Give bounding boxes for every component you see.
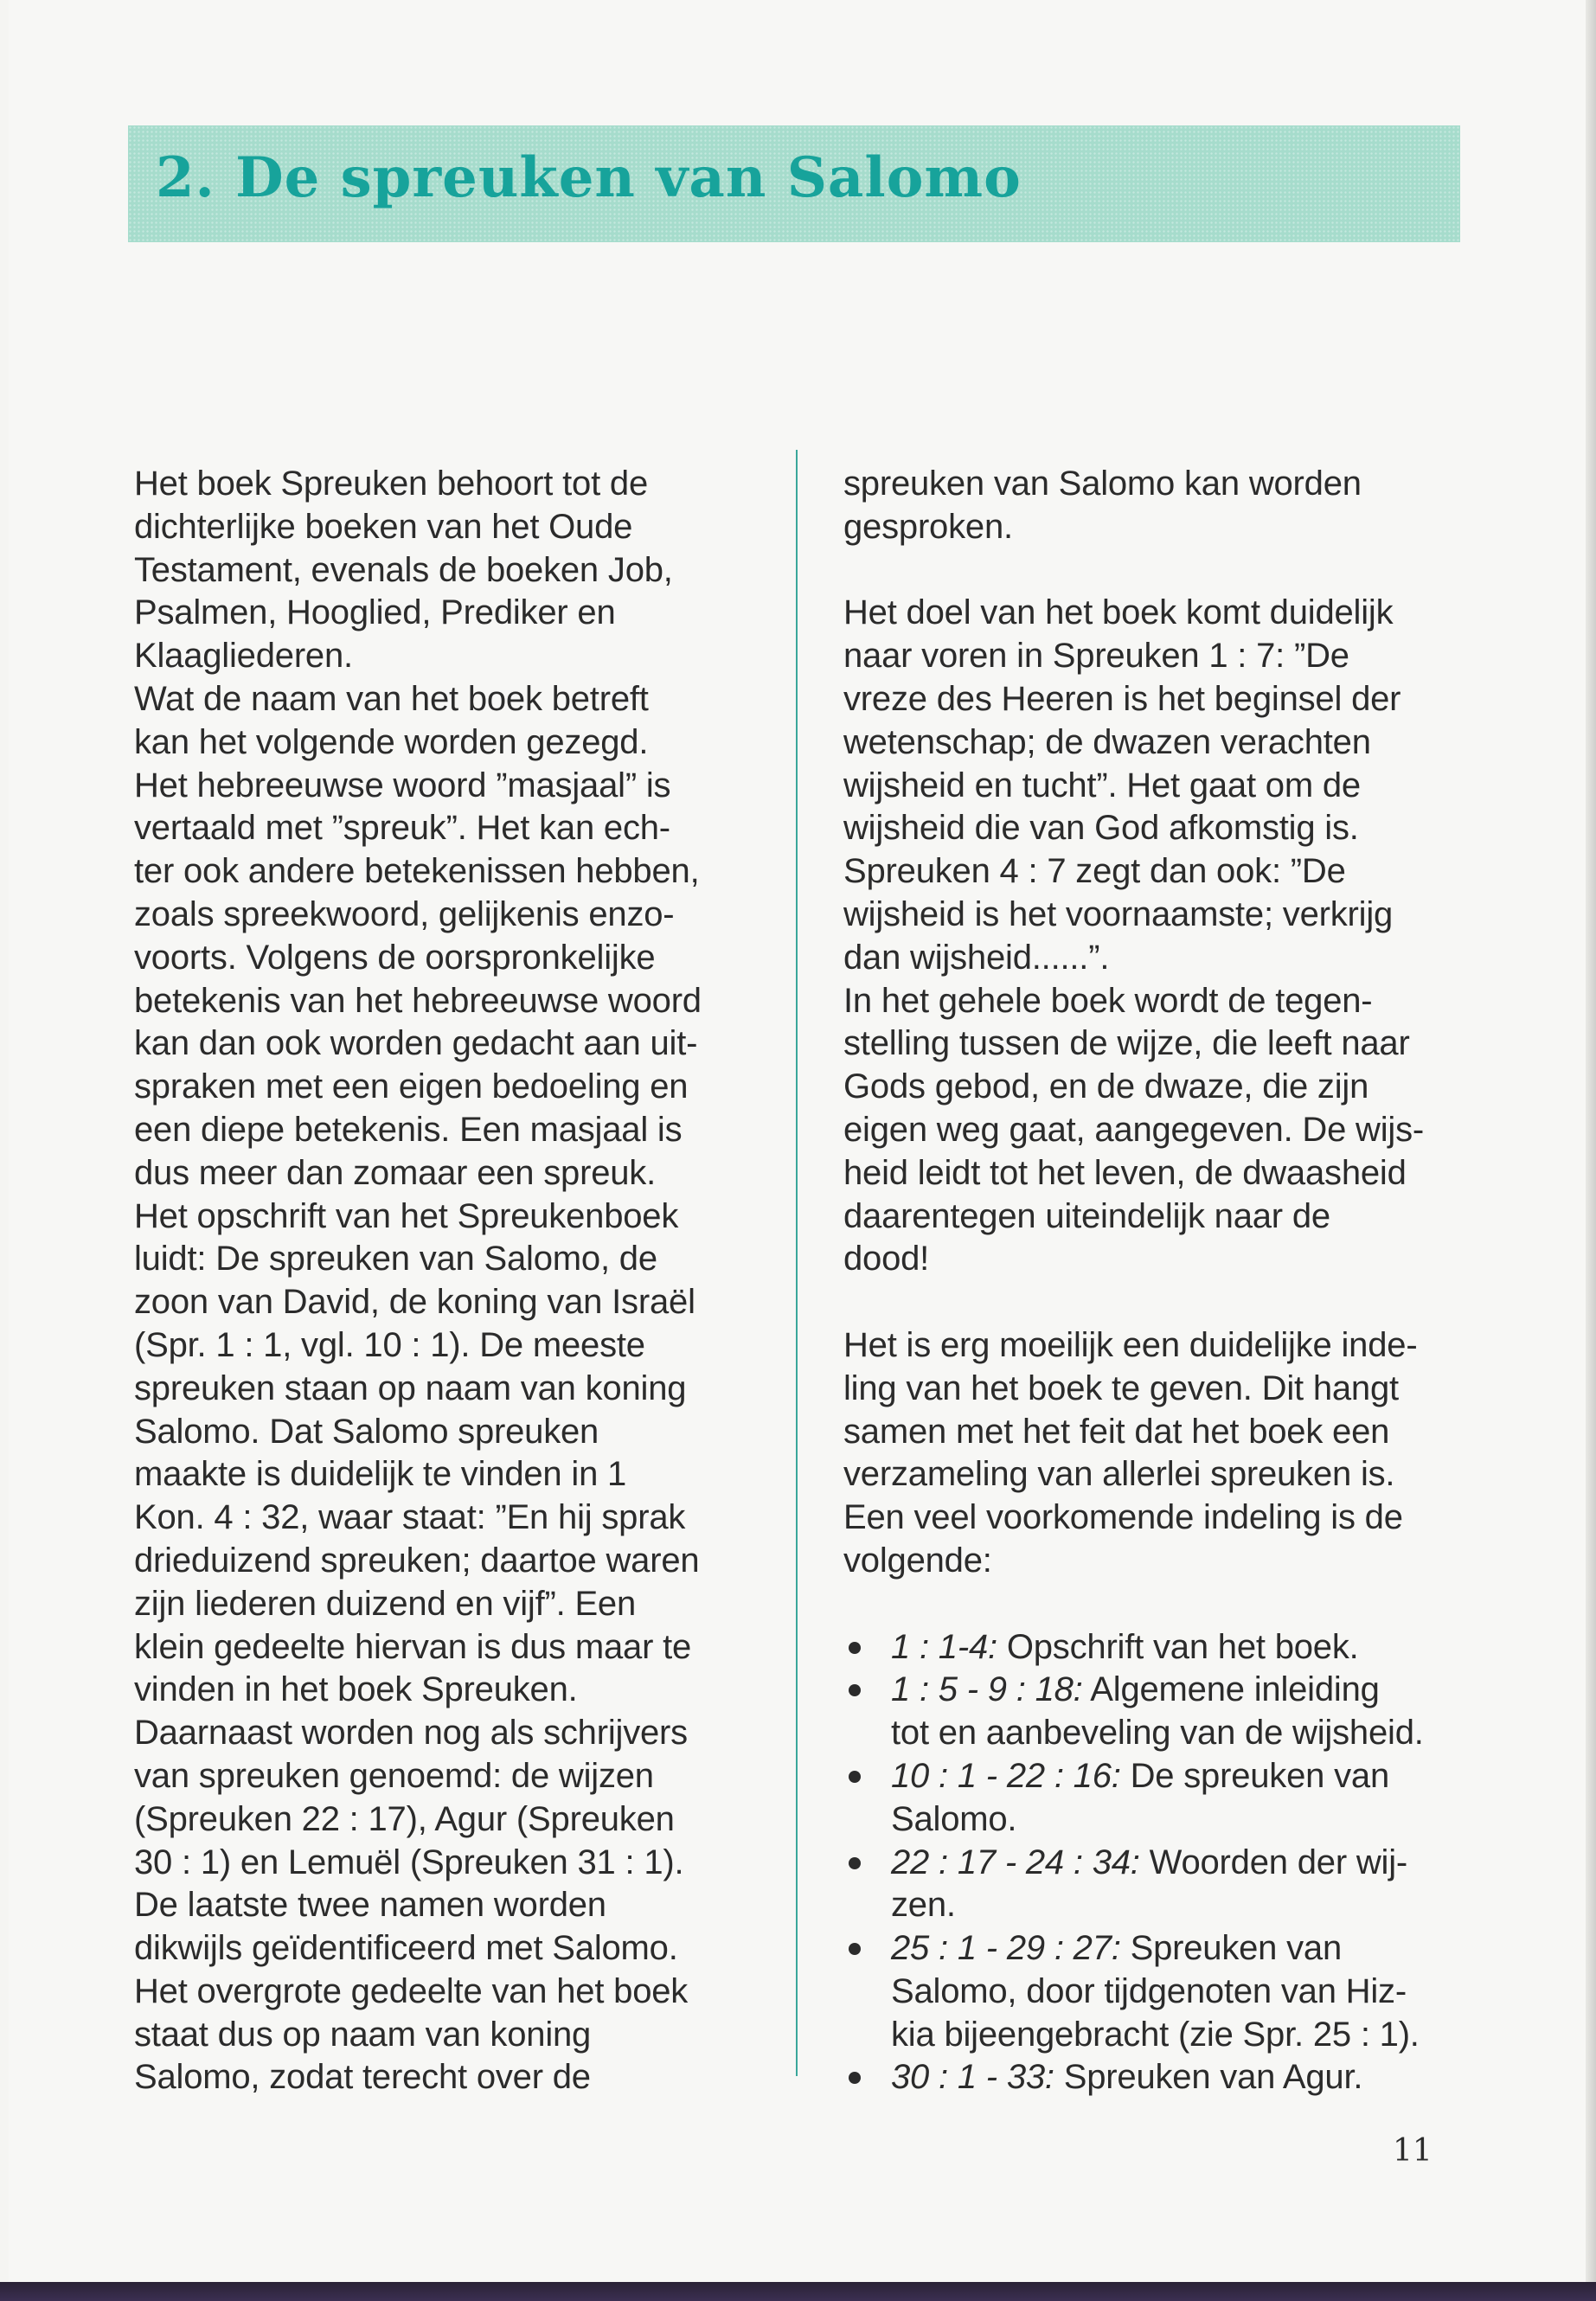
outline-reference: 25 : 1 - 29 : 27: [891,1929,1121,1968]
bullet-icon [849,1684,861,1696]
outline-item [843,1798,1466,1842]
outline-item [843,2056,1466,2099]
text-line: dichterlijke boeken van het Oude [134,507,633,546]
text-line: Het opschrift van het Spreukenboek [134,1196,679,1235]
text-line: eigen weg gaat, aangegeven. De wijs- [843,1110,1425,1149]
right-column [843,463,1466,2099]
text-line: spreuken van Salomo kan worden [843,465,1362,503]
outline-text: kia bijeengebracht (zie Spr. 25 : 1). [891,2015,1420,2054]
text-line: zoals spreekwoord, gelijkenis enzo- [134,894,675,933]
outline-text: zen. [891,1886,956,1925]
page-number: 11 [1393,2133,1433,2169]
text-line: betekenis van het hebreeuwse woord [134,981,702,1020]
bullet-icon [849,2072,861,2084]
text-line: voorts. Volgens de oorspronkelijke [134,938,656,977]
text-line: kan het volgende worden gezegd. [134,722,649,761]
outline-reference: 30 : 1 - 33: [891,2058,1054,2097]
text-line: dan wijsheid......”. [843,938,1110,977]
outline-text: Spreuken van [1120,1929,1343,1968]
text-line: vinden in het boek Spreuken. [134,1670,578,1709]
outline-item [843,2014,1466,2057]
outline-reference: 10 : 1 - 22 : 16: [891,1756,1121,1795]
outline-item [843,1669,1466,1712]
outline-text: Woorden der wij- [1139,1843,1408,1881]
text-line: drieduizend spreuken; daartoe waren [134,1541,700,1580]
text-line: (Spr. 1 : 1, vgl. 10 : 1). De meeste [134,1325,645,1364]
text-line: Een veel voorkomende indeling is de [843,1498,1403,1537]
outline-text: Opschrift van het boek. [997,1627,1359,1666]
outline-item [843,1927,1466,1971]
outline-text: Spreuken van Agur. [1054,2058,1363,2097]
text-line: (Spreuken 22 : 17), Agur (Spreuken [134,1799,675,1838]
outline-item [843,1755,1466,1798]
bullet-icon [849,1943,861,1955]
outline-item [843,1842,1466,1885]
text-line: Salomo. Dat Salomo spreuken [134,1412,599,1451]
outline-text: tot en aanbeveling van de wijsheid. [891,1714,1424,1753]
text-line: spraken met een eigen bedoeling en [134,1067,689,1106]
text-line: Het hebreeuwse woord ”masjaal” is [134,766,671,804]
outline-reference: 22 : 17 - 24 : 34: [891,1843,1140,1881]
text-line: Daarnaast worden nog als schrijvers [134,1714,688,1753]
outline-item [843,1712,1466,1755]
column-divider [796,450,798,2076]
text-line: wijsheid en tucht”. Het gaat om de [843,766,1361,804]
text-line: luidt: De spreuken van Salomo, de [134,1240,657,1279]
text-line: zijn liederen duizend en vijf”. Een [134,1584,637,1623]
text-line: vreze des Heeren is het beginsel der [843,679,1401,718]
text-line: staat dus op naam van koning [134,2015,592,2054]
text-line: stelling tussen de wijze, die leeft naar [843,1024,1410,1063]
text-line: daarentegen uiteindelijk naar de [843,1196,1330,1235]
text-line: In het gehele boek wordt de tegen- [843,981,1373,1020]
text-line: Testament, evenals de boeken Job, [134,550,673,589]
outline-item [843,1626,1466,1670]
outline-text: De spreuken van [1120,1756,1389,1795]
text-line: volgende: [843,1541,992,1580]
text-line: dood! [843,1240,930,1279]
page-bottom-edge [0,2282,1596,2301]
bullet-icon [849,1771,861,1783]
outline-item [843,1884,1466,1927]
text-line: Spreuken 4 : 7 zegt dan ook: ”De [843,852,1346,891]
text-line: Kon. 4 : 32, waar staat: ”En hij sprak [134,1498,686,1537]
text-line: Salomo, zodat terecht over de [134,2058,591,2097]
text-line: Het overgrote gedeelte van het boek [134,1971,689,2010]
paragraph-gap [843,549,1466,593]
text-line: wijsheid is het voornaamste; verkrijg [843,894,1394,933]
text-line: verzameling van allerlei spreuken is. [843,1455,1395,1494]
text-line: Het is erg moeilijk een duidelijke inde- [843,1325,1418,1364]
outline-text: Algemene inleiding [1082,1670,1380,1709]
outline-reference: 1 : 5 - 9 : 18: [891,1670,1083,1709]
text-line: heid leidt tot het leven, de dwaasheid [843,1153,1407,1192]
bullet-icon [849,1642,861,1654]
text-line: Gods gebod, en de dwaze, die zijn [843,1067,1369,1106]
text-line: Wat de naam van het boek betreft [134,679,649,718]
outline-item [843,1971,1466,2014]
outline-text: Salomo, door tijdgenoten van Hiz- [891,1971,1407,2010]
text-line: vertaald met ”spreuk”. Het kan ech- [134,809,670,848]
text-line: van spreuken genoemd: de wijzen [134,1756,654,1795]
text-line: een diepe betekenis. Een masjaal is [134,1110,683,1149]
text-line: ling van het boek te geven. Dit hangt [843,1368,1399,1407]
text-line: wijsheid die van God afkomstig is. [843,809,1359,848]
text-line: klein gedeelte hiervan is dus maar te [134,1627,692,1666]
text-line: maakte is duidelijk te vinden in 1 [134,1455,627,1494]
paragraph-gap [843,1583,1466,1626]
text-line: De laatste twee namen worden [134,1886,606,1925]
outline-text: Salomo. [891,1799,1017,1838]
bullet-icon [849,1857,861,1869]
text-line: Het boek Spreuken behoort tot de [134,465,649,503]
paragraph-gap [843,1281,1466,1324]
chapter-title: 2. De spreuken van Salomo [156,145,1022,210]
page-edge [1586,0,1596,2301]
text-line: naar voren in Spreuken 1 : 7: ”De [843,637,1349,676]
text-line: wetenschap; de dwazen verachten [843,722,1371,761]
text-line: gesproken. [843,507,1013,546]
left-column [134,463,792,2099]
text-line: 30 : 1) en Lemuël (Spreuken 31 : 1). [134,1843,684,1881]
text-line: zoon van David, de koning van Israël [134,1283,695,1322]
text-line: spreuken staan op naam van koning [134,1368,687,1407]
outline-reference: 1 : 1-4: [891,1627,997,1666]
text-line: Het doel van het boek komt duidelijk [843,593,1394,632]
text-line: Klaagliederen. [134,637,353,676]
text-line: samen met het feit dat het boek een [843,1412,1390,1451]
text-line: dus meer dan zomaar een spreuk. [134,1153,657,1192]
text-line: dikwijls geïdentificeerd met Salomo. [134,1929,678,1968]
text-line: ter ook andere betekenissen hebben, [134,852,700,891]
text-line: Psalmen, Hooglied, Prediker en [134,593,616,632]
text-line: kan dan ook worden gedacht aan uit- [134,1024,698,1063]
